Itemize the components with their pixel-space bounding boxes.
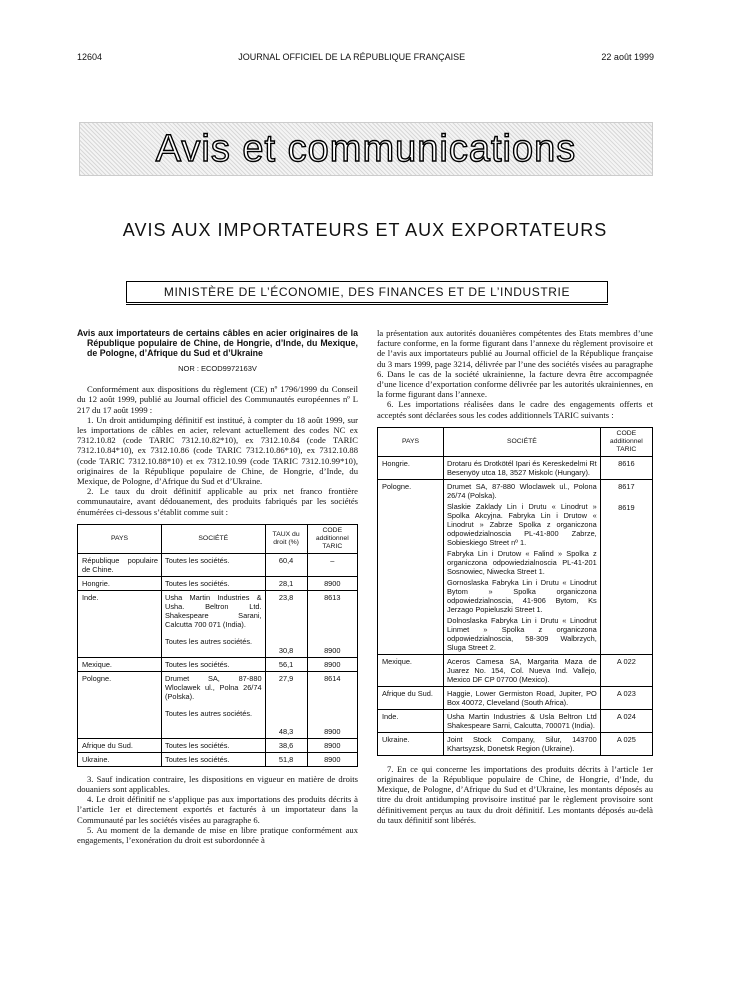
- code-cell: [600, 686, 652, 709]
- country-cell: Afrique du Sud.: [378, 686, 444, 709]
- cell-line: –: [330, 555, 335, 565]
- cell-line: 28,1: [278, 578, 294, 588]
- country-cell: Ukraine.: [378, 732, 444, 755]
- company-cell: [162, 671, 266, 738]
- cell-line: 60,4: [278, 555, 294, 565]
- cell-line: Drotaru és Drotkötél Ipari és Kereskedelmi Rt Besenyöy utca 18, 3527 Miskolc (Hungary).: [447, 458, 597, 477]
- table-row: [78, 576, 358, 590]
- duty-rates-table: [77, 524, 358, 767]
- issue-date: 22 août 1999: [601, 52, 654, 62]
- ministry-heading: MINISTÈRE DE L’ÉCONOMIE, DES FINANCES ET DE L’INDUSTRIE: [126, 281, 608, 303]
- cell-line: 8900: [324, 645, 341, 655]
- left-column: [77, 328, 358, 845]
- table-row: [78, 590, 358, 657]
- column-header: TAUX du droit (%): [265, 524, 307, 553]
- code-cell: [307, 657, 357, 671]
- company-cell: [162, 752, 266, 766]
- cell-line: A 025: [616, 734, 636, 744]
- cell-line: Usha Martin Industries & Usha. Beltron Ltd. Shakespeare Sarani, Calcutta 700 071 (India).: [165, 592, 262, 629]
- column-header: SOCIÉTÉ: [162, 524, 266, 553]
- cell-line: Haggie, Lower Germiston Road, Jupiter, PO Box 40072, Cleveland (South Africa).: [447, 688, 597, 707]
- cell-line: 8614: [324, 673, 341, 683]
- rate-cell: [265, 657, 307, 671]
- company-cell: [444, 686, 601, 709]
- country-cell: République populaire de Chine.: [78, 553, 162, 576]
- running-header: [77, 52, 654, 62]
- rate-cell: [265, 671, 307, 738]
- column-header: CODE additionnel TARIC: [307, 524, 357, 553]
- code-cell: [600, 456, 652, 479]
- company-cell: [444, 732, 601, 755]
- table-row: [378, 709, 653, 732]
- right-column: [377, 328, 653, 825]
- paragraph: 6. Les importations réalisées dans le cadre des engagements offerts et acceptés sont déclarées sous les codes additionnels TARIC suivants :: [377, 399, 653, 420]
- table-row: [78, 553, 358, 576]
- cell-line: 38,6: [278, 740, 294, 750]
- country-cell: Inde.: [378, 709, 444, 732]
- country-cell: Hongrie.: [78, 576, 162, 590]
- country-cell: Hongrie.: [378, 456, 444, 479]
- code-cell: [307, 590, 357, 657]
- paragraph: 4. Le droit définitif ne s’applique pas aux importations des produits décrits à l’article 1er et directement exportés et facturés à un importateur dans la Communauté par les sociétés visées au paragraphe 6.: [77, 794, 358, 825]
- country-cell: Pologne.: [78, 671, 162, 738]
- cell-line: 8900: [324, 659, 341, 669]
- cell-line: Toutes les autres sociétés.: [165, 636, 253, 646]
- company-cell: [444, 456, 601, 479]
- cell-line: Gornoslaska Fabryka Lin i Drutu « Linodrut Bytom » Spolka organiczona odpowiedzialnoscia, 41-906 Bytom, Ks Jerzago Popieluszki Street 1.: [447, 577, 597, 614]
- cell-line: Dolnoslaska Fabryka Lin i Drutu « Linodrut Linmet » Spolka z organiczona odpowiedzialnoscia, 58-309 Walbrzych, Sluga Street 2.: [447, 615, 597, 652]
- rate-cell: [265, 590, 307, 657]
- cell-line: Toutes les sociétés.: [165, 740, 230, 750]
- code-cell: [307, 738, 357, 752]
- cell-line: Drumet SA, 87-880 Wloclawek ul., Polna 26/74 (Polska).: [165, 673, 262, 701]
- paragraph: 5. Au moment de la demande de mise en libre pratique conformément aux engagements, l’exonération du droit est subordonnée à: [77, 824, 358, 846]
- column-header: PAYS: [78, 524, 162, 553]
- cell-line: 30,8: [278, 645, 294, 655]
- table-row: [78, 752, 358, 766]
- column-header: CODE additionnel TARIC: [600, 427, 652, 456]
- company-cell: [162, 738, 266, 752]
- cell-line: 8900: [324, 754, 341, 764]
- company-cell: [162, 590, 266, 657]
- cell-line: Slaskie Zaklady Lin i Drutu « Linodrut » Spolka Akcyjna. Fabryka Lin i Drutow « Linodrut » Zabrze Spolka z organiczona odpowiedzialnoscia PL-41-800 Zabrze, Sobieskiego Street nº 1.: [447, 501, 597, 547]
- cell-line: A 024: [616, 711, 636, 721]
- cell-line: Toutes les sociétés.: [165, 555, 230, 565]
- code-cell: [307, 553, 357, 576]
- paragraph: la présentation aux autorités douanières compétentes des Etats membres d’une facture conforme, en la forme figurant dans l’annexe du règlement provisoire et de l’avis aux importateurs publié au Journal officiel de la République française du 3 mars 1999, page 3214, délivrée par l’une des sociétés visées au paragraphe 6. Dans le cas de la société ukrainienne, la facture devra être accompagnée d’une licence d’exportation conforme délivrée par les autorités ukrainiennes, en la forme figurant dans l’annexe.: [377, 328, 653, 400]
- cell-line: Aceros Camesa SA, Margarita Maza de Juarez No. 154, Col. Nueva Ind. Vallejo, Mexico DF CP 07700 (Mexico).: [447, 656, 597, 684]
- cell-line: 8613: [324, 592, 341, 602]
- code-cell: [307, 752, 357, 766]
- taric-codes-table: [377, 427, 653, 756]
- table-row: [378, 479, 653, 654]
- cell-line: 27,9: [278, 673, 294, 683]
- journal-title: JOURNAL OFFICIEL DE LA RÉPUBLIQUE FRANÇAISE: [238, 52, 466, 62]
- rate-cell: [265, 752, 307, 766]
- rate-cell: [265, 738, 307, 752]
- cell-line: Fabryka Lin i Drutow « Falind » Spolka z organiczona odpowiedzialnoscia PL-41-201 Sosnowiec, Niwecka Street 1.: [447, 548, 597, 576]
- company-cell: [162, 553, 266, 576]
- paragraph: Conformément aux dispositions du règlement (CE) nº 1796/1999 du Conseil du 12 août 1999, publié au Journal officiel des Communautés européennes nº L 217 du 17 août 1999 :: [77, 384, 358, 415]
- cell-line: 8616: [618, 458, 635, 468]
- rate-cell: [265, 576, 307, 590]
- cell-line: Toutes les autres sociétés.: [165, 708, 253, 718]
- paragraph: 7. En ce qui concerne les importations des produits décrits à l’article 1er originaires de la République populaire de Chine, de Hongrie, d’Inde, du Mexique, de Pologne, d’Afrique du Sud et d’Ukraine, les montants déposés au titre du droit antidumping provisoire institué par le règlement provisoire sont définitivement perçus au taux du droit définitif. Les montants déposés au-delà du taux définitif sont libérés.: [377, 763, 653, 825]
- cell-line: 8900: [324, 726, 341, 736]
- company-cell: [162, 576, 266, 590]
- cell-line: 8900: [324, 740, 341, 750]
- column-header: PAYS: [378, 427, 444, 456]
- company-cell: [444, 479, 601, 654]
- cell-line: A 022: [616, 656, 636, 666]
- country-cell: Mexique.: [378, 654, 444, 686]
- cell-line: Drumet SA, 87-880 Wloclawek ul., Polona 26/74 (Polska).: [447, 481, 597, 500]
- company-cell: [162, 657, 266, 671]
- cell-line: A 023: [616, 688, 636, 698]
- country-cell: Inde.: [78, 590, 162, 657]
- cell-line: 8619: [618, 502, 635, 512]
- cell-line: 8900: [324, 578, 341, 588]
- cell-line: Usha Martin Industries & Usla Beltron Ltd Shakespeare Sarni, Calcutta, 700071 (India).: [447, 711, 597, 730]
- cell-line: 8617: [618, 481, 635, 491]
- code-cell: [307, 576, 357, 590]
- company-cell: [444, 654, 601, 686]
- cell-line: Toutes les sociétés.: [165, 659, 230, 669]
- paragraph: 1. Un droit antidumping définitif est institué, à compter du 18 août 1999, sur les importations de câbles en acier, relevant actuellement des codes NC ex 7312.10.82 (code TARIC 7312.10.82*10), ex 7312.10.84 (code TARIC 7312.10.84*10), ex 7312.10.86 (code TARIC 7312.10.86*10), ex 7312.10.88 (code TARIC 7312.10.88*10) et ex 7312.10.99 (code TARIC 7312.10.99*10), originaires de la République populaire de Chine, de Hongrie, d’Inde, du Mexique, de Pologne, d’Afrique du Sud et d’Ukraine.: [77, 414, 358, 487]
- cell-line: 48,3: [278, 726, 294, 736]
- table-row: [78, 671, 358, 738]
- page-number: 12604: [77, 52, 103, 62]
- paragraph: 3. Sauf indication contraire, les dispositions en vigueur en matière de droits douaniers sont applicables.: [77, 773, 358, 795]
- table-row: [378, 456, 653, 479]
- cell-line: 23,8: [278, 592, 294, 602]
- country-cell: Mexique.: [78, 657, 162, 671]
- cell-line: Toutes les sociétés.: [165, 578, 230, 588]
- table-row: [378, 732, 653, 755]
- notice-title: Avis aux importateurs de certains câbles en acier originaires de la République populaire de Chine, de Hongrie, d’Inde, du Mexique, de Pologne, d’Afrique du Sud et d’Ukraine: [77, 328, 358, 358]
- cell-line: 51,8: [278, 754, 294, 764]
- country-cell: Afrique du Sud.: [78, 738, 162, 752]
- column-header: SOCIÉTÉ: [444, 427, 601, 456]
- cell-line: 56,1: [278, 659, 294, 669]
- cell-line: Toutes les sociétés.: [165, 754, 230, 764]
- code-cell: [307, 671, 357, 738]
- code-cell: [600, 654, 652, 686]
- code-cell: [600, 732, 652, 755]
- rate-cell: [265, 553, 307, 576]
- company-cell: [444, 709, 601, 732]
- code-cell: [600, 709, 652, 732]
- code-cell: [600, 479, 652, 654]
- country-cell: Ukraine.: [78, 752, 162, 766]
- table-row: [378, 654, 653, 686]
- paragraph: 2. Le taux du droit définitif applicable au prix net franco frontière communautaire, avant dédouanement, des produits fabriqués par les sociétés énumérées ci-dessous s’établit comme suit :: [77, 486, 358, 517]
- cell-line: Joint Stock Company, Silur, 143700 Khartsyzsk, Donetsk Region (Ukraine).: [447, 734, 597, 753]
- section-heading: AVIS AUX IMPORTATEURS ET AUX EXPORTATEURS: [122, 220, 608, 240]
- table-row: [78, 657, 358, 671]
- table-row: [78, 738, 358, 752]
- banner-title: Avis et communications: [155, 128, 577, 170]
- section-banner: [79, 122, 653, 176]
- table-row: [378, 686, 653, 709]
- nor-reference: NOR : ECOD9972163V: [178, 364, 257, 373]
- country-cell: Pologne.: [378, 479, 444, 654]
